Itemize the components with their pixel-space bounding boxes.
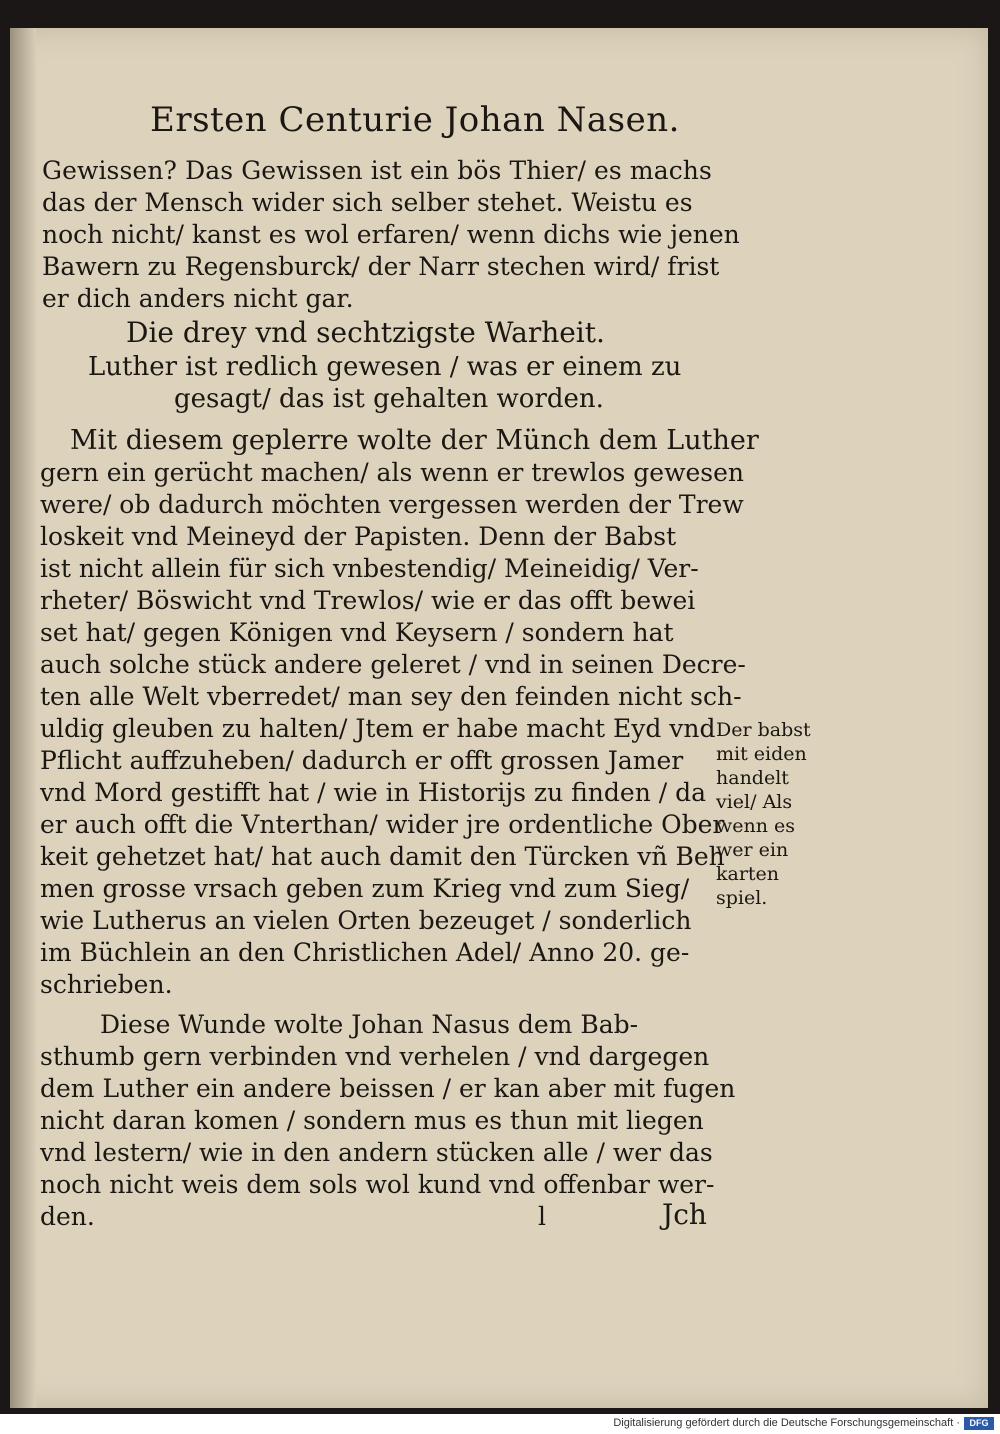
text-line: vnd Mord gestifft hat / wie in Historijs zu finden / da (40, 778, 707, 807)
text-line: den. (40, 1202, 95, 1231)
section-subtitle-line: gesagt/ das ist gehalten worden. (174, 384, 604, 414)
text-line: er dich anders nicht gar. (42, 284, 354, 313)
text-line: uldig gleuben zu halten/ Jtem er habe macht Eyd vnd (40, 714, 716, 743)
signature-mark: l (538, 1202, 546, 1231)
text-line: Gewissen? Das Gewissen ist ein bös Thier/ es machs (42, 156, 712, 185)
text-line: das der Mensch wider sich selber stehet. Weistu es (42, 188, 693, 217)
text-line: noch nicht weis dem sols wol kund vnd offenbar wer- (40, 1170, 715, 1199)
margin-note-line: Der babst (716, 719, 811, 741)
text-line: Diese Wunde wolte Johan Nasus dem Bab- (100, 1010, 639, 1039)
margin-note-line: handelt (716, 767, 789, 789)
text-line: keit gehetzet hat/ hat auch damit den Türcken vñ Beh (40, 842, 725, 871)
section-title: Die drey vnd sechtzigste Warheit. (126, 316, 605, 349)
text-line: auch solche stück andere geleret / vnd in seinen Decre- (40, 650, 746, 679)
text-line: Bawern zu Regensburck/ der Narr stechen wird/ frist (42, 252, 720, 281)
text-line: noch nicht/ kanst es wol erfaren/ wenn dichs wie jenen (42, 220, 740, 249)
running-head: Ersten Centurie Johan Nasen. (150, 100, 680, 140)
digitization-footer (0, 1414, 1000, 1434)
section-subtitle-line: Luther ist redlich gewesen / was er einem zu (88, 352, 682, 382)
margin-note-line: karten (716, 863, 780, 885)
dfg-logo: DFG (964, 1417, 994, 1430)
margin-note-line: spiel. (716, 887, 768, 909)
text-line: loskeit vnd Meineyd der Papisten. Denn der Babst (40, 522, 677, 551)
margin-note-line: mit eiden (716, 743, 807, 765)
text-line: gern ein gerücht machen/ als wenn er trewlos gewesen (40, 458, 745, 487)
text-line: men grosse vrsach geben zum Krieg vnd zum Sieg/ (40, 874, 690, 903)
margin-note-line: wenn es (716, 815, 796, 837)
text-line: rheter/ Böswicht vnd Trewlos/ wie er das offt bewei (40, 586, 696, 615)
text-line: sthumb gern verbinden vnd verhelen / vnd dargegen (40, 1042, 710, 1071)
page-gutter-shadow (10, 28, 36, 1408)
book-page (10, 28, 988, 1408)
margin-note-line: viel/ Als (716, 791, 793, 813)
text-line: Pflicht auffzuheben/ dadurch er offt grossen Jamer (40, 746, 684, 775)
text-line: schrieben. (40, 970, 173, 999)
text-line: er auch offt die Vnterthan/ wider jre ordentliche Ober (40, 810, 725, 839)
text-line: ist nicht allein für sich vnbestendig/ Meineidig/ Ver- (40, 554, 699, 583)
text-line: set hat/ gegen Königen vnd Keysern / sondern hat (40, 618, 674, 647)
text-line: dem Luther ein andere beissen / er kan aber mit fugen (40, 1074, 736, 1103)
text-line: ten alle Welt vberredet/ man sey den feinden nicht sch- (40, 682, 742, 711)
funding-credit: Digitalisierung gefördert durch die Deutsche Forschungsgemeinschaft · (613, 1417, 960, 1429)
text-line: wie Lutherus an vielen Orten bezeuget / sonderlich (40, 906, 692, 935)
text-line: im Büchlein an den Christlichen Adel/ Anno 20. ge- (40, 938, 690, 967)
margin-note-line: wer ein (716, 839, 789, 861)
text-line: nicht daran komen / sondern mus es thun mit liegen (40, 1106, 704, 1135)
text-line: Mit diesem geplerre wolte der Münch dem Luther (70, 425, 759, 456)
text-line: vnd lestern/ wie in den andern stücken alle / wer das (40, 1138, 713, 1167)
text-line: were/ ob dadurch möchten vergessen werden der Trew (40, 490, 744, 519)
catchword: Jch (662, 1198, 707, 1231)
